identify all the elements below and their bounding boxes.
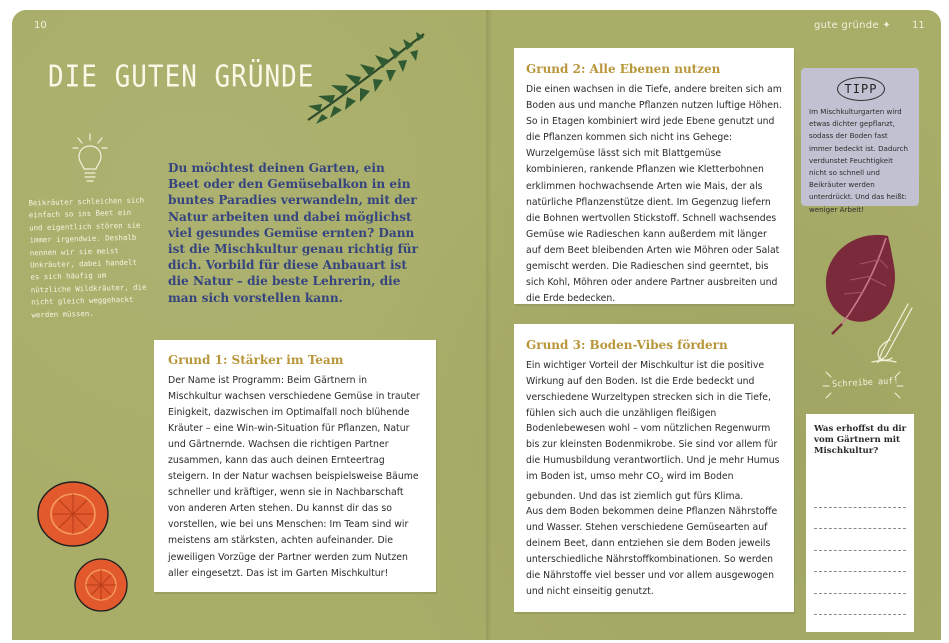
sparkle-lines-icon bbox=[820, 366, 906, 402]
reflection-question: Was erhoffst du dir vom Gärtnern mit Mischkultur? bbox=[814, 424, 907, 456]
tipp-text: Im Mischkulturgarten wird etwas dichter gepflanzt, sodass der Boden fast immer bedeckt ist. Dadurch verdunstet Feuchtigkeit nicht so schnell und Beikräuter werden unterdrückt. Und das heißt: weniger Arbeit! bbox=[809, 107, 909, 214]
grund-3-text-b: wird im Boden gebunden. Und das ist ziemlich gut fürs Klima. bbox=[526, 470, 744, 502]
sidenote-beikraeuter: Beikräuter schleichen sich einfach so ins Beet ein und eigentlich stören sie immer irgendwie. Deshalb nennen wir sie meist Unkräuter, dabei handelt es sich häufig um nützliche Wildkräuter, die nicht gleich weggehackt werden müssen. bbox=[28, 195, 147, 320]
writing-line[interactable] bbox=[814, 572, 906, 594]
grund-3-body bbox=[526, 358, 782, 600]
book-gutter bbox=[486, 10, 492, 640]
lightbulb-icon bbox=[72, 132, 108, 188]
carrot-slice-small-illustration bbox=[72, 556, 130, 614]
co2-subscript: 2 bbox=[659, 476, 664, 484]
page-number-right: 11 bbox=[912, 20, 925, 31]
grund-2-body: Die einen wachsen in die Tiefe, andere breiten sich am Boden aus und manche Pflanzen nutzen luftige Höhen. So in Etagen kombiniert wird jede Ebene genutzt und die Pflanzen kommen sich nicht ins Gehege: Wurzelgemüse lässt sich mit Blattgemüse kombinieren, rankende Pflanzen wie Kletterbohnen erklimmen hochwachsende Arten wie Mais, der als natürliche Pflanzenstütze dient. Im Gegenzug liefern die Bohnen wertvollen Stickstoff. Schnell wachsendes Gemüse wie Radieschen kann außerdem mit länger auf dem Beet bleibenden Arten wie Möhren oder Salat gemischt werden. Die Radieschen sind geerntet, bis sich Kohl, Möhren oder andere Partner ausbreiten und die Erde bedecken. bbox=[526, 84, 782, 305]
writing-lines[interactable] bbox=[814, 486, 906, 615]
grund-1-card bbox=[154, 340, 436, 592]
writing-line[interactable] bbox=[814, 508, 906, 530]
herb-sprig-illustration bbox=[300, 28, 432, 128]
grund-2-card bbox=[514, 48, 794, 304]
grund-1-heading: Grund 1: Stärker im Team bbox=[168, 353, 344, 367]
grund-3-card bbox=[514, 324, 794, 612]
running-head: gute gründe ✦ bbox=[814, 20, 892, 31]
carrot-slice-illustration bbox=[34, 478, 112, 550]
question-card bbox=[806, 414, 914, 632]
page-number-left: 10 bbox=[34, 20, 47, 31]
intro-paragraph: Du möchtest deinen Garten, ein Beet oder den Gemüsebalkon in ein buntes Paradies verwandeln, mit der Natur arbeiten und dabei möglichst viel gesundes Gemüse ernten? Dann ist die Mischkultur genau richtig für dich. Vorbild für diese Anbauart ist die Natur – die beste Lehrerin, die man sich vorstellen kann. bbox=[168, 161, 418, 305]
writing-line[interactable] bbox=[814, 486, 906, 508]
grund-3-text-c: Aus dem Boden bekommen deine Pflanzen Nährstoffe und Wasser. Stehen verschiedene Gemüsearten auf deinem Beet, dann entziehen sie dem Boden jeweils unterschiedliche Nährstoffkombinationen. So werden die Nährstoffe viel besser und vor allem ausgewogen und nicht einseitig genutzt. bbox=[526, 506, 778, 597]
write-prompt-label: Schreibe auf! bbox=[831, 376, 899, 390]
writing-line[interactable] bbox=[814, 594, 906, 616]
grund-3-heading: Grund 3: Boden-Vibes fördern bbox=[526, 338, 728, 352]
writing-hand-icon bbox=[868, 300, 916, 368]
page-title: DIE GUTEN GRÜNDE bbox=[48, 60, 315, 95]
grund-1-body: Der Name ist Programm: Beim Gärtnern in Mischkultur wachsen verschiedene Gemüse in trauter Einigkeit, dazwischen im Optimalfall noch blühende Kräuter – eine Win-win-Situation für Pflanzen, Natur und Gärtnernde. Wachsen die richtigen Partner zusammen, kann das auch deinen Ernteertrag steigern. In der Natur wachsen beispielsweise Bäume schneller und kräftiger, wenn sie in Nachbarschaft von anderen Arten stehen. Du kannst dir das so vorstellen, wie bei uns Menschen: Im Team sind wir meistens am stärksten, achten aufeinander. Die jeweiligen Vorzüge der Partner werden zum Nutzen aller eingesetzt. Das ist im Garten Mischkultur! bbox=[168, 375, 420, 579]
grund-2-heading: Grund 2: Alle Ebenen nutzen bbox=[526, 62, 721, 76]
writing-line[interactable] bbox=[814, 551, 906, 573]
tipp-box bbox=[801, 68, 919, 214]
writing-line[interactable] bbox=[814, 529, 906, 551]
grund-3-text-a: Ein wichtiger Vorteil der Mischkultur ist die positive Wirkung auf den Boden. Ist die Erde bedeckt und verschiedene Wurzeltypen strecken sich in die Tiefe, fühlen sich auch die unzähligen fleißigen Bodenlebewesen wohl – vom nützlichen Regenwurm bis zur kleinsten Bodenmikrobe. Sie sind vor allem für die Humusbildung verantwortlich. Und je mehr Humus im Boden ist, umso mehr CO bbox=[526, 360, 780, 482]
tipp-badge: TIPP bbox=[837, 77, 885, 101]
